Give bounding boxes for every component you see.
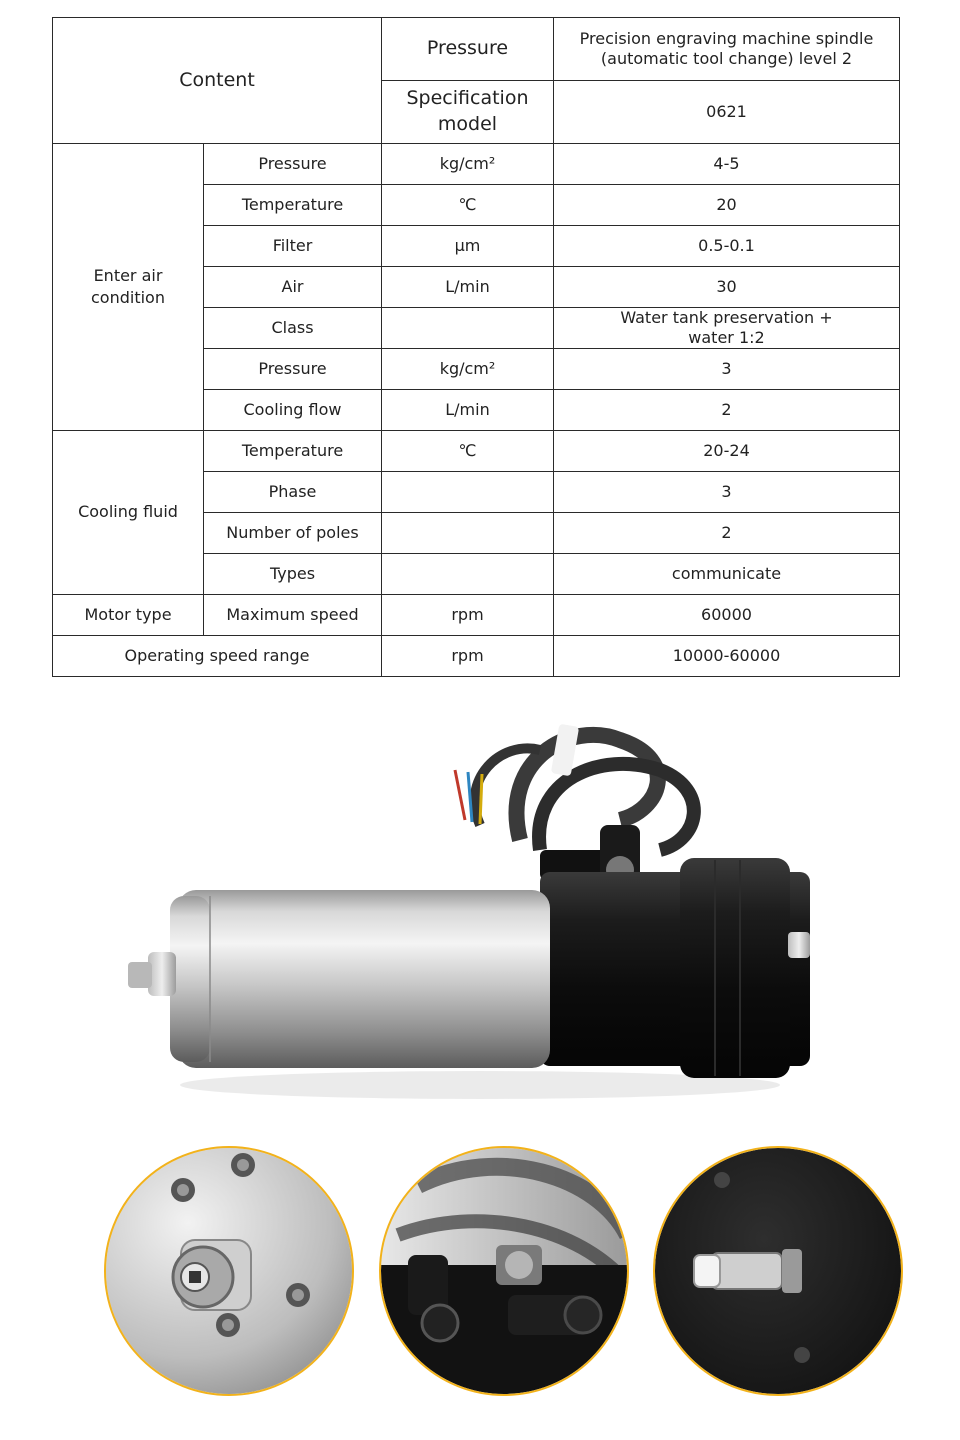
- unit-cell: ℃: [382, 185, 554, 226]
- unit-cell: [382, 472, 554, 513]
- detail-photo-front-flange: [103, 1145, 355, 1397]
- group-label: Cooling fluid: [53, 431, 204, 595]
- value-cell: 3: [554, 472, 900, 513]
- unit-cell: rpm: [382, 636, 554, 677]
- value-cell: 2: [554, 390, 900, 431]
- detail-photo-air-fittings: [378, 1145, 630, 1397]
- value-cell: 20: [554, 185, 900, 226]
- param-cell: Pressure: [204, 144, 382, 185]
- unit-cell: kg/cm²: [382, 144, 554, 185]
- detail-photo-rear-cap: [652, 1145, 904, 1397]
- table-row: [53, 431, 900, 472]
- value-cell: 60000: [554, 595, 900, 636]
- unit-cell: rpm: [382, 595, 554, 636]
- table-row: [53, 144, 900, 185]
- unit-cell: [382, 554, 554, 595]
- footer-label: Operating speed range: [53, 636, 382, 677]
- unit-cell: [382, 308, 554, 349]
- unit-cell: [382, 513, 554, 554]
- value-cell: 20-24: [554, 431, 900, 472]
- unit-cell: μm: [382, 226, 554, 267]
- group-label: Enter air condition: [53, 144, 204, 431]
- param-cell: Temperature: [204, 431, 382, 472]
- value-cell: 10000-60000: [554, 636, 900, 677]
- header-pressure: Pressure: [382, 18, 554, 81]
- param-cell: Pressure: [204, 349, 382, 390]
- unit-cell: L/min: [382, 267, 554, 308]
- param-cell: Class: [204, 308, 382, 349]
- param-cell: Maximum speed: [204, 595, 382, 636]
- param-cell: Types: [204, 554, 382, 595]
- param-cell: Air: [204, 267, 382, 308]
- value-cell: 3: [554, 349, 900, 390]
- header-spec-model: Specification model: [382, 81, 554, 144]
- spindle-product-photo: [100, 700, 860, 1120]
- value-cell: Water tank preservation + water 1:2: [554, 308, 900, 349]
- unit-cell: L/min: [382, 390, 554, 431]
- header-content: Content: [53, 18, 382, 144]
- param-cell: Temperature: [204, 185, 382, 226]
- group-label: Motor type: [53, 595, 204, 636]
- unit-cell: ℃: [382, 431, 554, 472]
- param-cell: Phase: [204, 472, 382, 513]
- param-cell: Filter: [204, 226, 382, 267]
- table-row: [53, 595, 900, 636]
- table-row: [53, 636, 900, 677]
- value-cell: 4-5: [554, 144, 900, 185]
- value-cell: 2: [554, 513, 900, 554]
- unit-cell: kg/cm²: [382, 349, 554, 390]
- value-cell: 30: [554, 267, 900, 308]
- value-cell: 0.5-0.1: [554, 226, 900, 267]
- param-cell: Cooling flow: [204, 390, 382, 431]
- header-product-name: Precision engraving machine spindle (automatic tool change) level 2: [554, 18, 900, 81]
- value-cell: communicate: [554, 554, 900, 595]
- header-model-value: 0621: [554, 81, 900, 144]
- spec-table: [52, 17, 900, 677]
- param-cell: Number of poles: [204, 513, 382, 554]
